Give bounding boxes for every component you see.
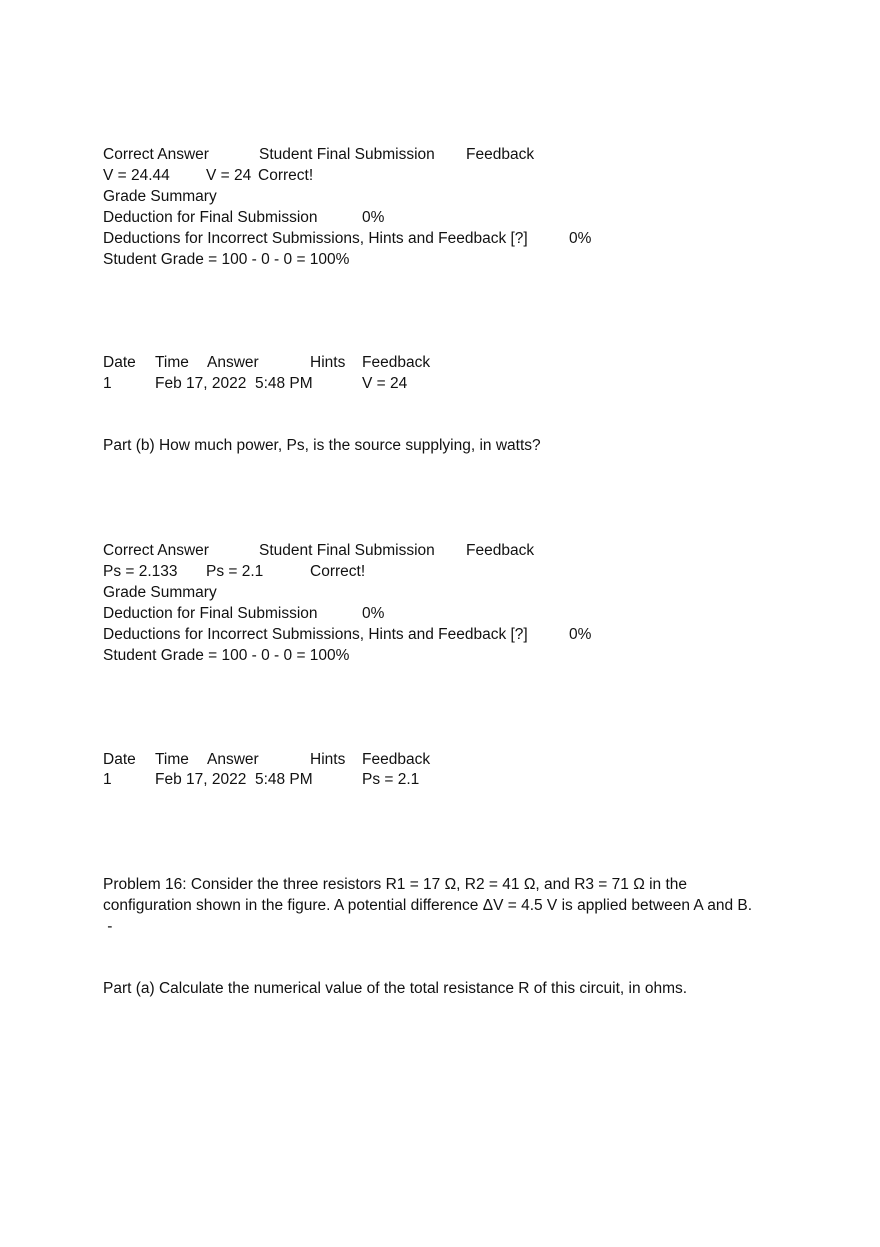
feedback-header: Feedback	[466, 542, 535, 559]
student-answer-value: V = 24	[206, 167, 252, 184]
student-final-submission-header: Student Final Submission	[259, 146, 435, 163]
history-hints-header: Hints	[310, 354, 346, 371]
problem-16-line-2: configuration shown in the figure. A potential difference ΔV = 4.5 V is applied between A and B.	[103, 897, 753, 914]
history-time-header: Time	[155, 354, 189, 371]
history-row-index: 1	[103, 771, 112, 788]
student-final-submission-header: Student Final Submission	[259, 542, 435, 559]
problem-16-line-1: Problem 16: Consider the three resistors R1 = 17 Ω, R2 = 41 Ω, and R3 = 71 Ω in the	[103, 876, 688, 893]
deductions-incorrect-label: Deductions for Incorrect Submissions, Hints and Feedback [?]	[103, 230, 528, 247]
grade-summary-label: Grade Summary	[103, 188, 217, 205]
part-b-question: Part (b) How much power, Ps, is the source supplying, in watts?	[103, 437, 541, 454]
history-feedback-header: Feedback	[362, 751, 431, 768]
feedback-header: Feedback	[466, 146, 535, 163]
grade-summary-label: Grade Summary	[103, 584, 217, 601]
history-date-header: Date	[103, 354, 136, 371]
deductions-incorrect-label: Deductions for Incorrect Submissions, Hints and Feedback [?]	[103, 626, 528, 643]
student-answer-value: Ps = 2.1	[206, 563, 264, 580]
history-answer-header: Answer	[207, 354, 259, 371]
history-row-answer: V = 24	[362, 375, 408, 392]
correct-answer-header: Correct Answer	[103, 146, 209, 163]
deductions-incorrect-value: 0%	[569, 230, 592, 247]
deduction-final-label: Deduction for Final Submission	[103, 209, 318, 226]
history-row-datetime: Feb 17, 2022 5:48 PM	[155, 375, 313, 392]
history-row-datetime: Feb 17, 2022 5:48 PM	[155, 771, 313, 788]
deduction-final-value: 0%	[362, 605, 385, 622]
problem-16-line-3: -	[103, 918, 113, 935]
deduction-final-label: Deduction for Final Submission	[103, 605, 318, 622]
part-a-question-16: Part (a) Calculate the numerical value of the total resistance R of this circuit, in ohms.	[103, 980, 688, 997]
history-date-header: Date	[103, 751, 136, 768]
history-answer-header: Answer	[207, 751, 259, 768]
history-feedback-header: Feedback	[362, 354, 431, 371]
feedback-value: Correct!	[310, 563, 366, 580]
correct-answer-value: V = 24.44	[103, 167, 170, 184]
deductions-incorrect-value: 0%	[569, 626, 592, 643]
correct-answer-value: Ps = 2.133	[103, 563, 178, 580]
deduction-final-value: 0%	[362, 209, 385, 226]
history-row-index: 1	[103, 375, 112, 392]
history-hints-header: Hints	[310, 751, 346, 768]
history-time-header: Time	[155, 751, 189, 768]
history-row-answer: Ps = 2.1	[362, 771, 420, 788]
feedback-value: Correct!	[258, 167, 314, 184]
student-grade: Student Grade = 100 - 0 - 0 = 100%	[103, 647, 350, 664]
correct-answer-header: Correct Answer	[103, 542, 209, 559]
student-grade: Student Grade = 100 - 0 - 0 = 100%	[103, 251, 350, 268]
